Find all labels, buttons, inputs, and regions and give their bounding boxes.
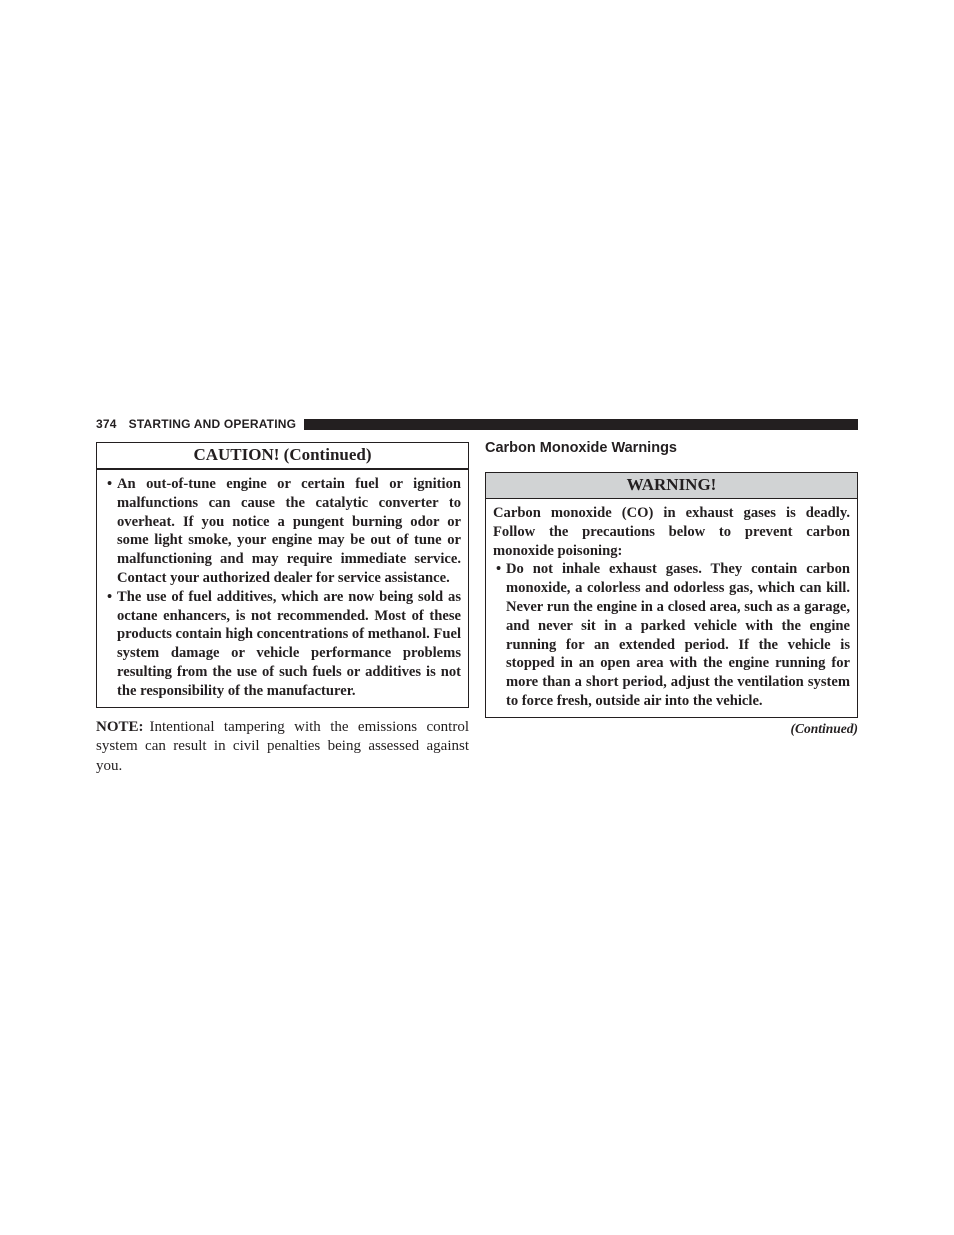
note-text: Intentional tampering with the emissions control system can result in civil penalties being assessed against you.: [96, 718, 469, 774]
bullet-icon: •: [107, 588, 113, 605]
warning-intro: Carbon monoxide (CO) in exhaust gases is deadly. Follow the precautions below to prevent carbon monoxide poisoning:: [493, 505, 850, 559]
warning-bullet: [493, 560, 850, 710]
note-paragraph: [96, 718, 469, 777]
caution-bullet: [104, 588, 461, 701]
caution-box: [96, 442, 469, 708]
bullet-icon: •: [496, 561, 502, 578]
warning-box: [485, 472, 858, 718]
caution-bullet-text: An out-of-tune engine or certain fuel or ignition malfunctions can cause the catalytic converter to overheat. If you notice a pungent burning odor or some light smoke, your engine may be out of tune or malfunctioning and may require immediate service. Contact your authorized dealer for service assistance.: [117, 476, 461, 586]
page-number: 374: [96, 417, 117, 431]
section-title: STARTING AND OPERATING: [128, 417, 297, 431]
continued-label: (Continued): [790, 720, 858, 736]
note-label: NOTE:: [96, 718, 144, 735]
caution-bullet-text: The use of fuel additives, which are now being sold as octane enhancers, is not recommended. Most of these products contain high concentrations of methanol. Fuel system damage or vehicle performance problems resulting from the use of such fuels or additives is not the responsibility of the manufacturer.: [117, 588, 461, 699]
right-column: [485, 438, 858, 737]
page-header: [96, 416, 858, 432]
warning-bullet-text: Do not inhale exhaust gases. They contain carbon monoxide, a colorless and odorless gas, which can kill. Never run the engine in a closed area, such as a garage, and never sit in a parked vehicle with the engine running for an extended period. If the vehicle is stopped in an open area with the engine running for more than a short period, adjust the ventilation system to force fresh, outside air into the vehicle.: [506, 561, 850, 709]
header-rule: [304, 419, 858, 430]
section-heading: Carbon Monoxide Warnings: [485, 440, 677, 456]
warning-title: WARNING!: [486, 473, 857, 499]
warning-body: [486, 499, 857, 717]
caution-body: [97, 470, 468, 707]
caution-bullet: [104, 475, 461, 588]
left-column: [96, 442, 469, 791]
bullet-icon: •: [107, 476, 113, 492]
caution-title: CAUTION! (Continued): [97, 443, 468, 470]
